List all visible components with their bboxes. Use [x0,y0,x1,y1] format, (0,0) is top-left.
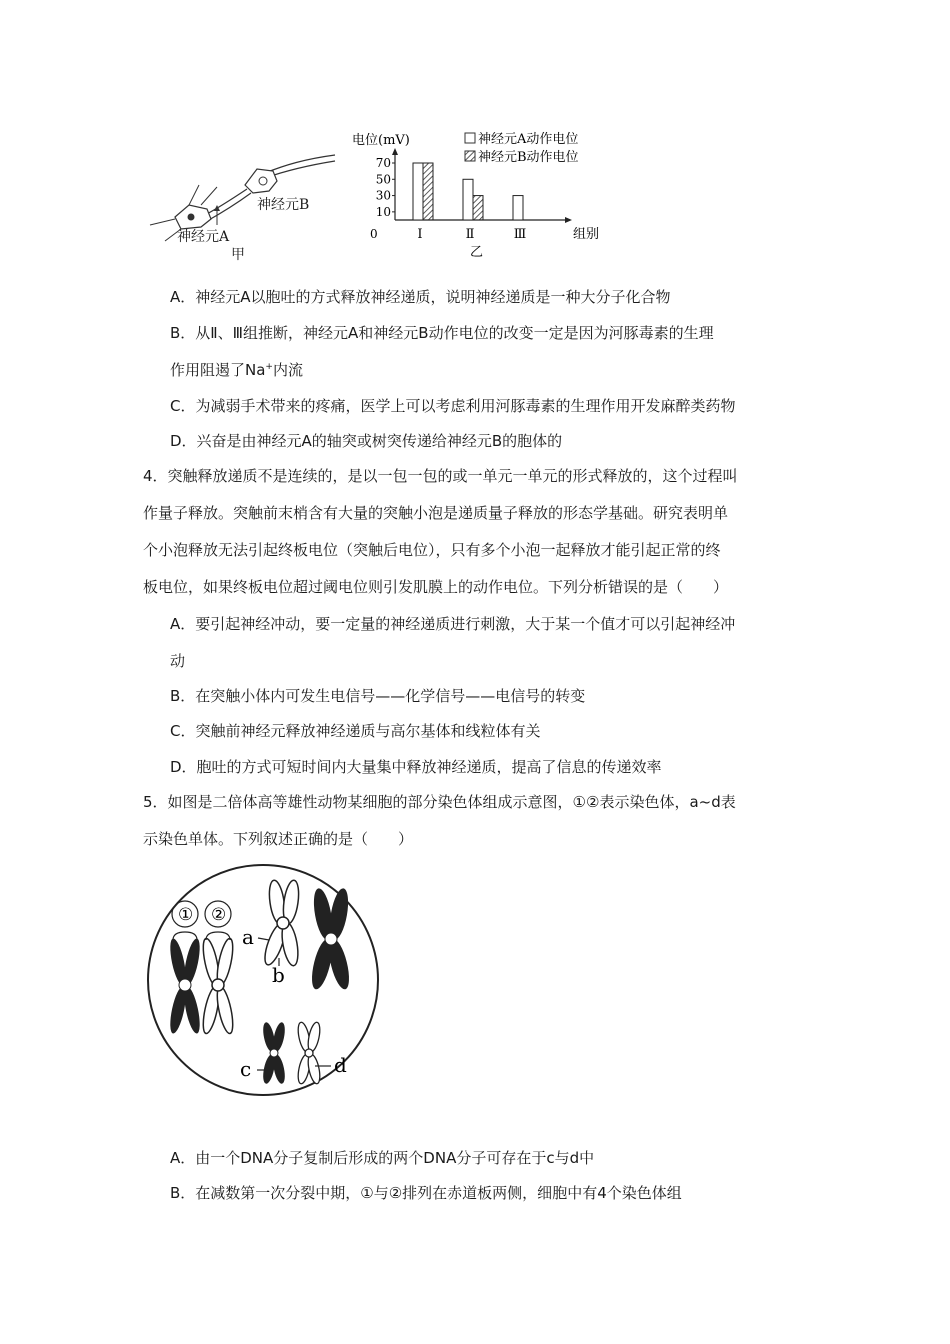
legend-label-b: 神经元B动作电位 [478,150,579,165]
bar-chart-svg [350,128,630,263]
bar-neuron-a [513,196,523,220]
label-d: d [334,1053,347,1077]
label-a: a [242,925,254,949]
y-tick-label: 10 [375,204,391,219]
panel-label-jia: 甲 [231,247,245,263]
legend-swatch-b [465,151,475,161]
q3-option-b-text: 作用阻遏了Na [170,361,266,379]
chromosome-figure [145,862,385,1102]
q3-option-a: A．神经元A以胞吐的方式释放神经递质，说明神经递质是一种大分子化合物 [170,288,671,306]
q4-option-c: C．突触前神经元释放神经递质与高尔基体和线粒体有关 [170,722,541,740]
q3-option-b-line1: B．从Ⅱ、Ⅲ组推断，神经元A和神经元B动作电位的改变一定是因为河豚毒素的生理 [170,324,714,342]
x-axis-arrow [565,217,572,223]
q3-option-d: D．兴奋是由神经元A的轴突或树突传递给神经元B的胞体的 [170,432,563,450]
bar-neuron-a [463,179,473,220]
q4-option-a-line1: A．要引起神经冲动，要一定量的神经递质进行刺激，大于某一个值才可以引起神经冲 [170,615,736,633]
q5-stem-line1: 5．如图是二倍体高等雄性动物某细胞的部分染色体组成示意图，①②表示染色体，a~d表 [143,793,736,811]
legend-swatch-a [465,133,475,143]
q5-option-b: B．在减数第一次分裂中期，①与②排列在赤道板两侧，细胞中有4个染色体组 [170,1184,682,1202]
q3-option-b-line2 [170,360,303,380]
neuron-b-label: 神经元B [257,197,310,213]
x-tick-label: Ⅰ [417,227,423,242]
neuron-a-label: 神经元A [177,229,230,245]
y-axis-arrow [392,148,398,155]
label-chromosome-2: ② [211,905,227,925]
y-tick-label: 30 [375,188,391,203]
chart-origin: 0 [370,227,378,241]
q4-option-d: D．胞吐的方式可短时间内大量集中释放神经递质，提高了信息的传递效率 [170,758,662,776]
panel-label-yi: 乙 [470,245,484,260]
y-tick-label: 50 [375,172,391,187]
label-c: c [240,1057,252,1081]
q5-stem-line2: 示染色单体。下列叙述正确的是（ ） [143,830,414,848]
q4-option-a-line2: 动 [170,652,186,670]
y-tick-label: 70 [375,156,391,170]
q5-option-a: A．由一个DNA分子复制后形成的两个DNA分子可存在于c与d中 [170,1149,595,1167]
q4-stem-line3: 个小泡释放无法引起终板电位（突触后电位），只有多个小泡一起释放才能引起正常的终 [143,541,721,559]
chart-xlabel: 组别 [573,227,600,242]
q4-option-b: B．在突触小体内可发生电信号——化学信号——电信号的转变 [170,687,586,705]
q4-stem-line2: 作量子释放。突触前末梢含有大量的突触小泡是递质量子释放的形态学基础。研究表明单 [143,504,729,522]
q4-stem-line4: 板电位，如果终板电位超过阈电位则引发肌膜上的动作电位。下列分析错误的是（ ） [143,578,729,596]
legend-label-a: 神经元A动作电位 [478,132,579,147]
chromosome-drawing [145,862,385,1102]
chart-ylabel: 电位(mV) [352,133,410,148]
x-tick-label: Ⅱ [465,227,475,242]
neuron-drawing [145,145,345,265]
bar-chart [350,128,630,263]
x-tick-label: Ⅲ [513,227,527,242]
q3-option-c: C．为减弱手术带来的疼痛，医学上可以考虑利用河豚毒素的生理作用开发麻醉类药物 [170,397,736,415]
q4-stem-line1: 4．突触释放递质不是连续的，是以一包一包的或一单元一单元的形式释放的，这个过程叫 [143,467,738,485]
neuron-figure [145,145,345,265]
q3-option-b-sup: + [265,362,273,372]
bar-neuron-a [413,163,423,220]
bar-neuron-b [473,196,483,220]
bar-neuron-b [423,163,433,220]
q3-option-b-text-end: 内流 [272,361,303,379]
label-chromosome-1: ① [178,905,194,925]
label-b: b [272,963,285,987]
